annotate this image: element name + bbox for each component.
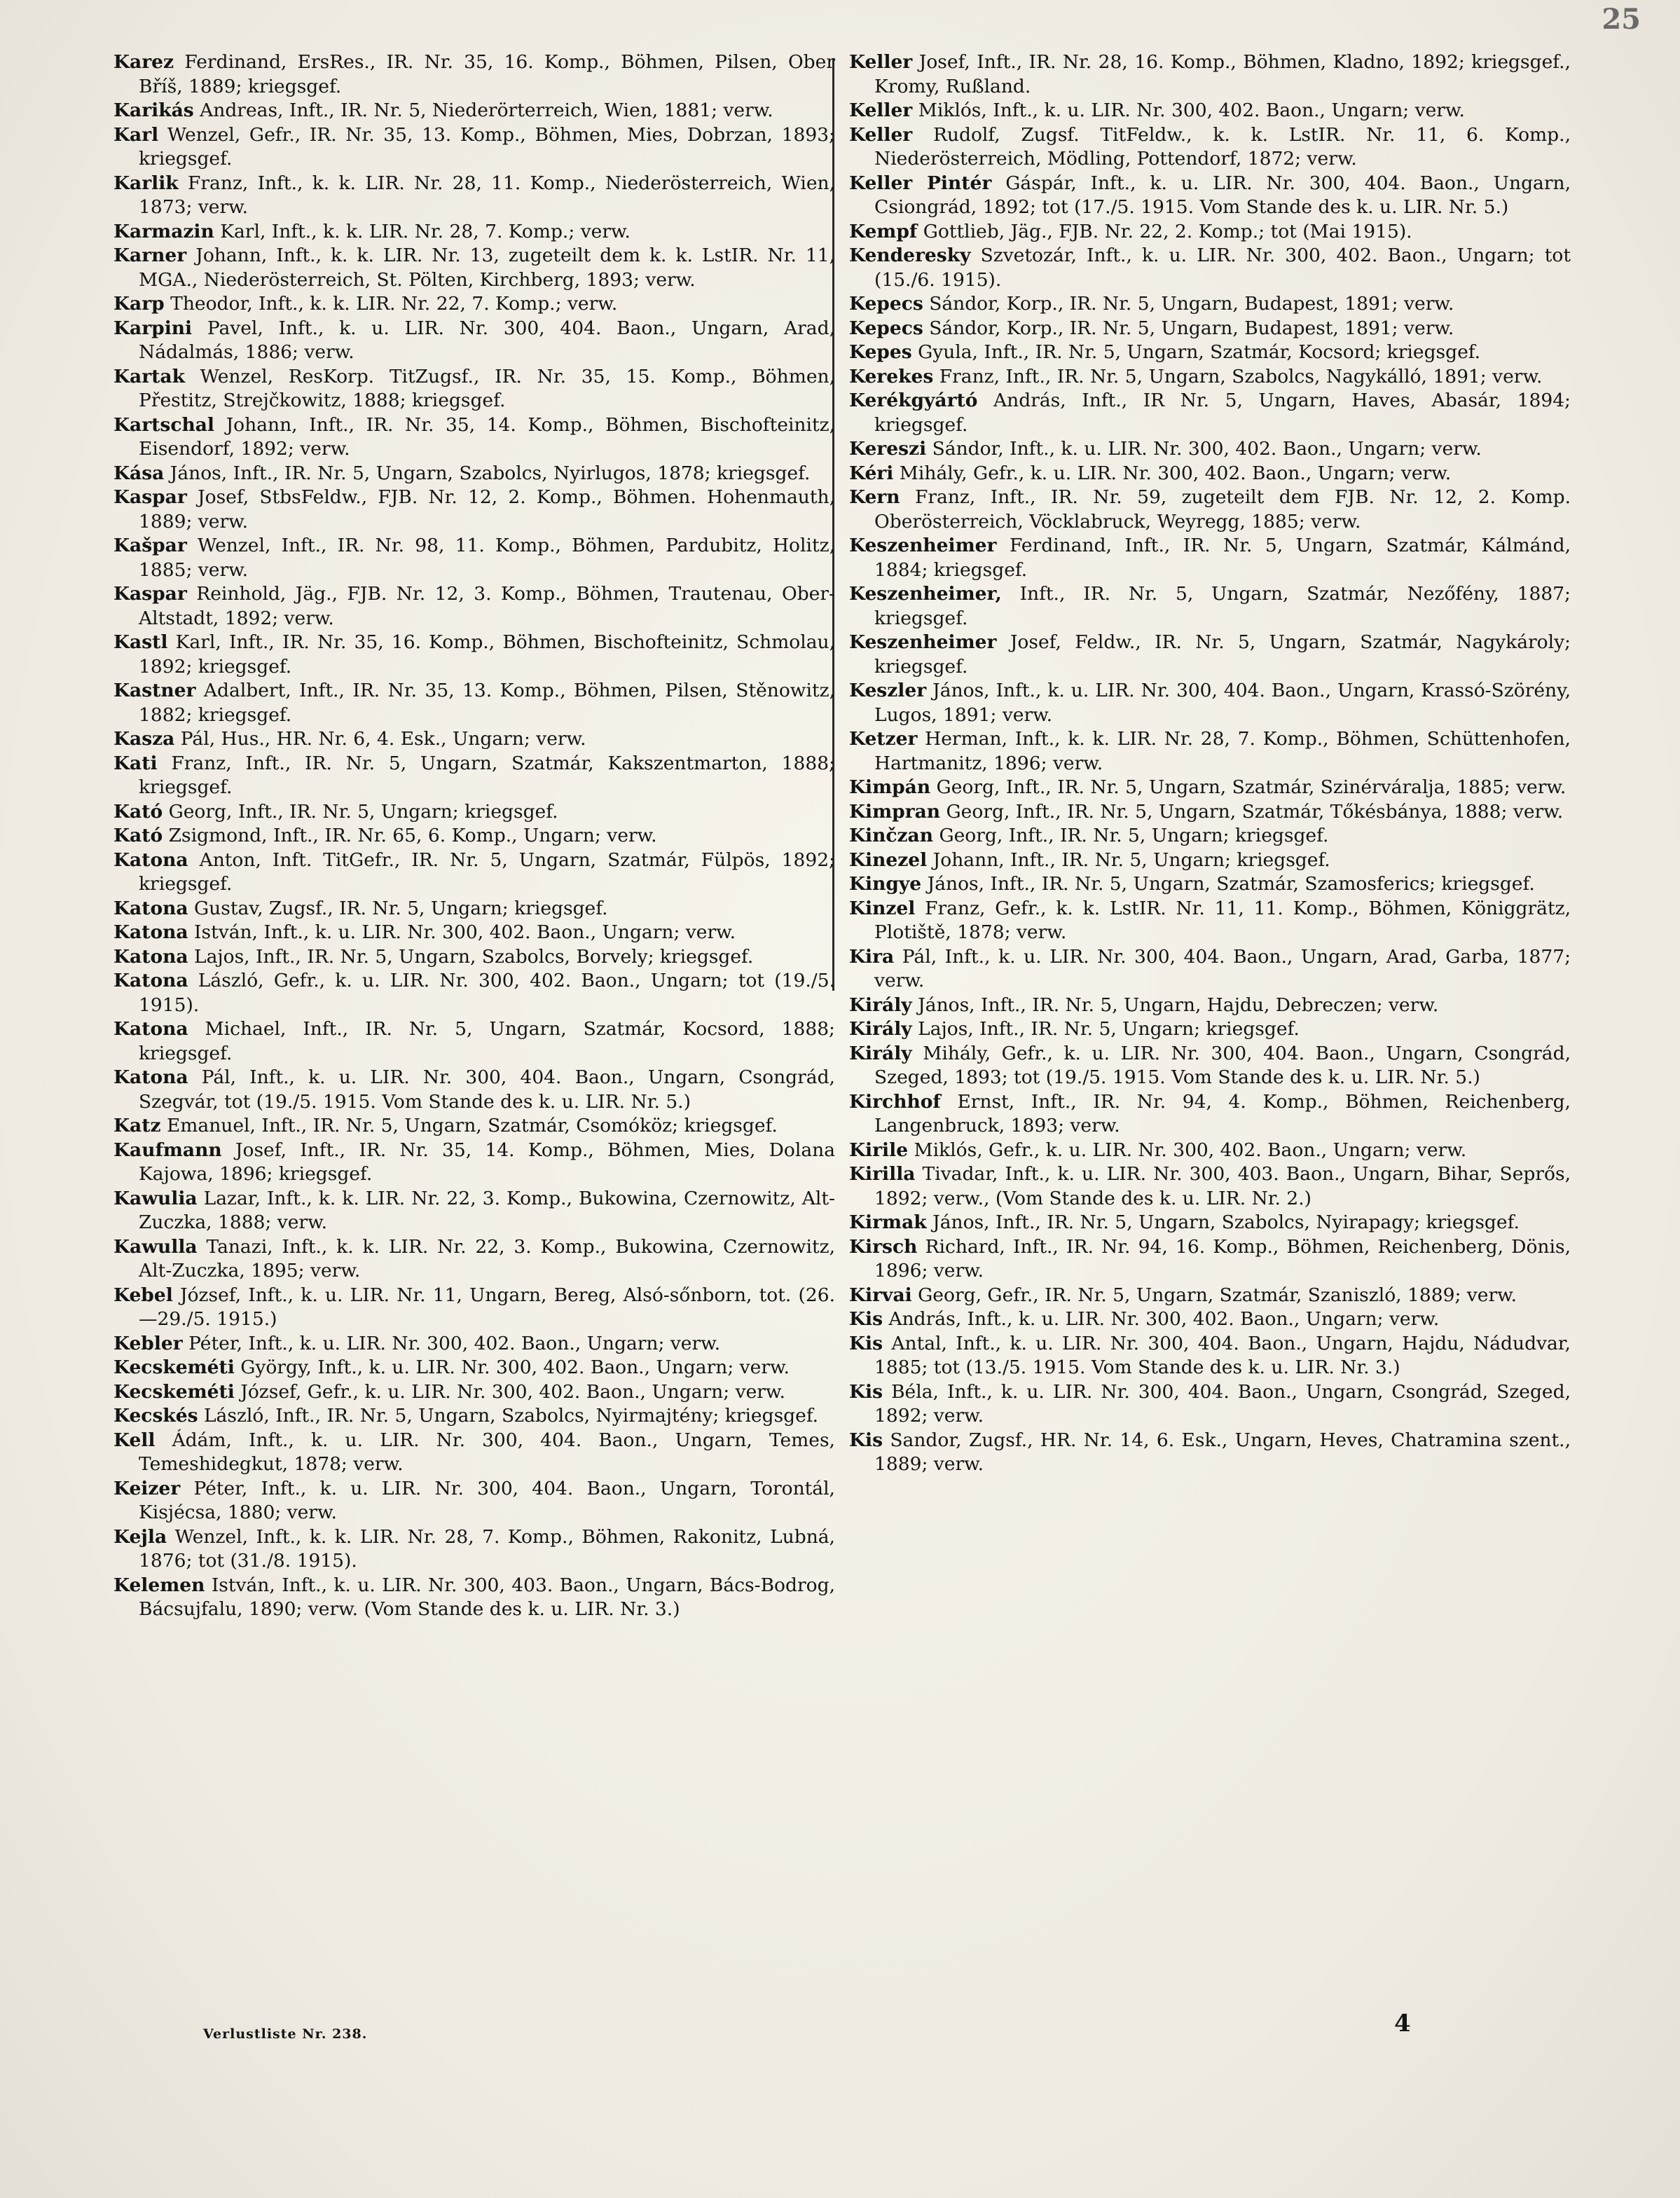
entry-details: Georg, Inft., IR. Nr. 5, Ungarn; kriegsgef. [168, 800, 558, 823]
entry-details: Mihály, Gefr., k. u. LIR. Nr. 300, 404. Baon., Ungarn, Csongrád, Szeged, 1893; tot (19./5. 1915. Vom Stande des k. u. LIR. Nr. 5.) [874, 1042, 1571, 1088]
entry-details: Johann, Inft., k. k. LIR. Nr. 13, zugeteilt dem k. k. LstIR. Nr. 11, MGA., Niederösterreich, St. Pölten, Kirchberg, 1893; verw. [139, 245, 835, 291]
entry-surname: Kebel [113, 1284, 173, 1306]
entry-details: Miklós, Inft., k. u. LIR. Nr. 300, 402. Baon., Ungarn; verw. [918, 99, 1465, 121]
entry-details: Johann, Inft., IR. Nr. 5, Ungarn; kriegsgef. [932, 849, 1330, 871]
casualty-entry [849, 244, 1571, 292]
left-column [113, 50, 835, 1622]
entry-surname: Kecskeméti [113, 1356, 235, 1378]
casualty-entry [113, 1284, 835, 1332]
entry-details: Sándor, Inft., k. u. LIR. Nr. 300, 402. Baon., Ungarn; verw. [932, 438, 1482, 460]
entry-details: Georg, Inft., IR. Nr. 5, Ungarn; kriegsgef. [939, 825, 1329, 846]
entry-details: Franz, Inft., IR. Nr. 5, Ungarn, Szabolcs, Nagykálló, 1891; verw. [939, 365, 1543, 387]
entry-surname: Keszenheimer [849, 631, 997, 653]
casualty-entry [113, 897, 835, 921]
entry-surname: Kaspar [113, 486, 187, 508]
entry-details: Georg, Inft., IR. Nr. 5, Ungarn, Szatmár, Tőkésbánya, 1888; verw. [946, 800, 1564, 823]
entry-surname: Kirchhof [849, 1090, 941, 1113]
entry-details: Josef, Feldw., IR. Nr. 5, Ungarn, Szatmár, Nagykároly; kriegsgef. [874, 631, 1571, 678]
entry-surname: Kepes [849, 341, 912, 363]
entry-details: Wenzel, Gefr., IR. Nr. 35, 13. Komp., Böhmen, Mies, Dobrzan, 1893; kriegsgef. [139, 123, 835, 170]
entry-surname: Keizer [113, 1477, 181, 1499]
entry-surname: Katona [113, 897, 188, 919]
casualty-entry [113, 1114, 835, 1139]
footer-list-number: Verlustliste Nr. 238. [203, 2026, 368, 2042]
casualty-entry [849, 1017, 1571, 1042]
entry-details: Gottlieb, Jäg., FJB. Nr. 22, 2. Komp.; tot (Mai 1915). [923, 220, 1412, 242]
casualty-entry [849, 872, 1571, 897]
casualty-entry [113, 1525, 835, 1574]
casualty-entry [849, 317, 1571, 341]
entry-surname: Karlik [113, 172, 179, 194]
casualty-entry [113, 534, 835, 582]
entry-surname: Karpini [113, 317, 193, 339]
entry-details: Georg, Inft., IR. Nr. 5, Ungarn, Szatmár, Szinérváralja, 1885; verw. [936, 776, 1567, 798]
casualty-entry [849, 849, 1571, 873]
entry-surname: Kirvai [849, 1284, 912, 1306]
casualty-entry [849, 534, 1571, 582]
entry-surname: Keszler [849, 680, 927, 701]
entry-details: Ádám, Inft., k. u. LIR. Nr. 300, 404. Baon., Ungarn, Temes, Temeshidegkut, 1878; verw. [139, 1429, 835, 1475]
casualty-entry [113, 631, 835, 679]
casualty-entry [113, 99, 835, 123]
casualty-entry [849, 462, 1571, 486]
entry-details: Sándor, Korp., IR. Nr. 5, Ungarn, Budapest, 1891; verw. [929, 293, 1454, 315]
entry-surname: Katona [113, 1018, 188, 1040]
entry-surname: Kaspar [113, 583, 187, 605]
entry-details: Michael, Inft., IR. Nr. 5, Ungarn, Szatmár, Kocsord, 1888; kriegsgef. [139, 1018, 835, 1064]
entry-details: Johann, Inft., IR. Nr. 35, 14. Komp., Böhmen, Bischofteinitz, Eisendorf, 1892; verw. [139, 413, 835, 460]
casualty-entry [113, 244, 835, 292]
entry-surname: Karikás [113, 99, 194, 121]
entry-surname: Kasza [113, 728, 175, 750]
entry-surname: Kirsch [849, 1235, 918, 1258]
entry-surname: Kimpran [849, 800, 941, 823]
entry-details: Lajos, Inft., IR. Nr. 5, Ungarn; kriegsgef. [918, 1018, 1300, 1040]
entry-details: Anton, Inft. TitGefr., IR. Nr. 5, Ungarn, Szatmár, Fülpös, 1892; kriegsgef. [139, 849, 835, 895]
entry-surname: Kepecs [849, 317, 923, 339]
entry-surname: Karmazin [113, 220, 214, 242]
entry-surname: Kastl [113, 631, 168, 653]
casualty-entry [113, 1380, 835, 1405]
casualty-entry [113, 945, 835, 970]
casualty-entry [849, 1235, 1571, 1284]
casualty-entry [113, 1017, 835, 1066]
entry-details: Wenzel, Inft., IR. Nr. 98, 11. Komp., Böhmen, Pardubitz, Holitz, 1885; verw. [139, 535, 835, 581]
entry-details: György, Inft., k. u. LIR. Nr. 300, 402. Baon., Ungarn; verw. [240, 1356, 790, 1378]
entry-surname: Kelemen [113, 1574, 205, 1596]
signature-mark: 4 [1394, 2010, 1411, 2038]
casualty-entry [849, 123, 1571, 172]
entry-surname: Kirile [849, 1139, 909, 1161]
entry-details: Emanuel, Inft., IR. Nr. 5, Ungarn, Szatmár, Csomóköz; kriegsgef. [166, 1115, 778, 1136]
entry-details: Sandor, Zugsf., HR. Nr. 14, 6. Esk., Ungarn, Heves, Chatramina szent., 1889; verw. [874, 1429, 1571, 1475]
entry-details: József, Inft., k. u. LIR. Nr. 11, Ungarn, Bereg, Alsó-sőnborn, tot. (26.—29./5. 1915.) [139, 1284, 835, 1330]
entry-surname: Kartak [113, 365, 185, 387]
casualty-entry [849, 679, 1571, 727]
entry-surname: Katona [113, 945, 188, 968]
entry-details: Gáspár, Inft., k. u. LIR. Nr. 300, 404. Baon., Ungarn, Csiongrád, 1892; tot (17./5. 1915. Vom Stande des k. u. LIR. Nr. 5.) [874, 172, 1571, 218]
casualty-entry [849, 1139, 1571, 1163]
entry-surname: Kejla [113, 1525, 167, 1548]
entry-surname: Kereszi [849, 438, 927, 460]
entry-details: Lajos, Inft., IR. Nr. 5, Ungarn, Szabolcs, Borvely; kriegsgef. [194, 945, 754, 968]
entry-surname: Kern [849, 486, 900, 508]
entry-surname: Karp [113, 293, 165, 315]
entry-surname: Kingye [849, 873, 922, 895]
casualty-entry [113, 582, 835, 631]
entry-surname: Kawulia [113, 1187, 198, 1209]
entry-details: Karl, Inft., k. k. LIR. Nr. 28, 7. Komp.; verw. [220, 220, 631, 242]
casualty-entry [849, 99, 1571, 123]
entry-surname: Kastner [113, 680, 196, 701]
entry-details: Gyula, Inft., IR. Nr. 5, Ungarn, Szatmár, Kocsord; kriegsgef. [918, 341, 1481, 363]
entry-details: Pál, Hus., HR. Nr. 6, 4. Esk., Ungarn; verw. [180, 728, 586, 750]
entry-details: Pál, Inft., k. u. LIR. Nr. 300, 404. Baon., Ungarn, Arad, Garba, 1877; verw. [874, 945, 1571, 991]
entry-details: András, Inft., IR Nr. 5, Ungarn, Haves, Abasár, 1894; kriegsgef. [874, 390, 1571, 436]
casualty-entry [113, 50, 835, 99]
entry-surname: Kató [113, 800, 163, 823]
casualty-entry [849, 1162, 1571, 1211]
casualty-entry [113, 800, 835, 825]
casualty-entry [113, 1356, 835, 1380]
casualty-entry [849, 1307, 1571, 1332]
entry-surname: Keller Pintér [849, 172, 992, 194]
casualty-entry [113, 462, 835, 486]
entry-surname: Kerékgyártó [849, 390, 978, 411]
entry-details: Wenzel, ResKorp. TitZugsf., IR. Nr. 35, 15. Komp., Böhmen, Přestitz, Strejčkowitz, 1888; kriegsgef. [139, 365, 835, 411]
entry-details: Franz, Inft., IR. Nr. 59, zugeteilt dem FJB. Nr. 12, 2. Komp. Oberösterreich, Vöcklabruck, Weyregg, 1885; verw. [874, 486, 1571, 533]
entry-details: János, Inft., IR. Nr. 5, Ungarn, Szabolcs, Nyirapagy; kriegsgef. [932, 1211, 1520, 1233]
entry-surname: Kis [849, 1308, 883, 1330]
entry-details: Herman, Inft., k. k. LIR. Nr. 28, 7. Komp., Böhmen, Schüttenhofen, Hartmanitz, 1896; verw. [874, 728, 1571, 774]
casualty-entry [849, 1429, 1571, 1477]
entry-surname: Kinčzan [849, 825, 933, 846]
entry-surname: Kartschal [113, 413, 214, 436]
casualty-entry [113, 1187, 835, 1235]
casualty-entry [849, 341, 1571, 365]
casualty-entry [849, 897, 1571, 945]
entry-surname: Karl [113, 123, 159, 146]
entry-surname: Katz [113, 1115, 161, 1136]
casualty-entry [113, 1066, 835, 1114]
entry-details: Pál, Inft., k. u. LIR. Nr. 300, 404. Baon., Ungarn, Csongrád, Szegvár, tot (19./5. 1915. Vom Stande des k. u. LIR. Nr. 5.) [139, 1066, 835, 1113]
entry-surname: Kaufmann [113, 1139, 222, 1161]
casualty-entry [849, 50, 1571, 99]
casualty-entry [113, 172, 835, 220]
entry-details: János, Inft., IR. Nr. 5, Ungarn, Szabolcs, Nyirlugos, 1878; kriegsgef. [170, 462, 811, 484]
entry-surname: Kerekes [849, 365, 934, 387]
casualty-entry [849, 1211, 1571, 1235]
casualty-entry [113, 292, 835, 317]
entry-surname: Kirmak [849, 1211, 927, 1233]
entry-details: Gustav, Zugsf., IR. Nr. 5, Ungarn; kriegsgef. [194, 897, 608, 919]
casualty-entry [113, 220, 835, 245]
entry-details: Ernst, Inft., IR. Nr. 94, 4. Komp., Böhmen, Reichenberg, Langenbruck, 1893; verw. [874, 1090, 1571, 1136]
casualty-entry [113, 1332, 835, 1356]
entry-details: Béla, Inft., k. u. LIR. Nr. 300, 404. Baon., Ungarn, Csongrád, Szeged, 1892; verw. [874, 1380, 1571, 1427]
entry-surname: Kira [849, 945, 895, 968]
casualty-entry [113, 413, 835, 462]
entry-surname: Kecskés [113, 1405, 198, 1427]
entry-details: János, Inft., k. u. LIR. Nr. 300, 404. Baon., Ungarn, Krassó-Szörény, Lugos, 1891; verw. [874, 680, 1571, 726]
entry-details: László, Inft., IR. Nr. 5, Ungarn, Szabolcs, Nyirmajtény; kriegsgef. [203, 1405, 819, 1427]
entry-details: Zsigmond, Inft., IR. Nr. 65, 6. Komp., Ungarn; verw. [168, 825, 657, 846]
entry-details: Lazar, Inft., k. k. LIR. Nr. 22, 3. Komp., Bukowina, Czernowitz, Alt-Zuczka, 1888; verw. [139, 1187, 835, 1233]
entry-details: András, Inft., k. u. LIR. Nr. 300, 402. Baon., Ungarn; verw. [888, 1308, 1440, 1330]
entry-details: Andreas, Inft., IR. Nr. 5, Niederörterreich, Wien, 1881; verw. [200, 99, 773, 121]
casualty-entry [849, 1380, 1571, 1429]
entry-details: Antal, Inft., k. u. LIR. Nr. 300, 404. Baon., Ungarn, Hajdu, Nádudvar, 1885; tot (13./5. 1915. Vom Stande des k. u. LIR. Nr. 3.) [874, 1332, 1571, 1378]
entry-details: Georg, Gefr., IR. Nr. 5, Ungarn, Szatmár, Szaniszló, 1889; verw. [918, 1284, 1517, 1306]
casualty-entry [849, 486, 1571, 534]
page-number: 25 [1602, 3, 1641, 36]
entry-details: János, Inft., IR. Nr. 5, Ungarn, Szatmár, Szamosferics; kriegsgef. [927, 873, 1535, 895]
casualty-entry [113, 752, 835, 800]
casualty-entry [113, 824, 835, 849]
casualty-entry [113, 679, 835, 727]
casualty-entry [113, 365, 835, 413]
entry-surname: Karner [113, 245, 187, 266]
casualty-entry [849, 292, 1571, 317]
casualty-entry [113, 1235, 835, 1284]
right-column [849, 50, 1571, 1477]
casualty-entry [849, 727, 1571, 776]
entry-details: Péter, Inft., k. u. LIR. Nr. 300, 402. Baon., Ungarn; verw. [188, 1332, 721, 1354]
entry-surname: Kinzel [849, 897, 916, 919]
entry-details: János, Inft., IR. Nr. 5, Ungarn, Hajdu, Debreczen; verw. [918, 994, 1439, 1016]
entry-surname: Katona [113, 849, 188, 871]
entry-surname: Kéri [849, 462, 894, 484]
entry-surname: Ketzer [849, 728, 918, 750]
entry-details: Péter, Inft., k. u. LIR. Nr. 300, 404. Baon., Ungarn, Torontál, Kisjécsa, 1880; verw. [139, 1477, 835, 1523]
entry-surname: Katona [113, 970, 188, 991]
entry-surname: Kell [113, 1429, 156, 1451]
entry-surname: Kinezel [849, 849, 928, 871]
entry-surname: Kis [849, 1429, 883, 1451]
entry-surname: Katona [113, 1066, 188, 1088]
casualty-entry [113, 921, 835, 945]
entry-details: Tivadar, Inft., k. u. LIR. Nr. 300, 403. Baon., Ungarn, Bihar, Seprős, 1892; verw., (Vom Stande des k. u. LIR. Nr. 2.) [874, 1163, 1571, 1209]
entry-surname: Kawulla [113, 1235, 198, 1258]
entry-details: István, Inft., k. u. LIR. Nr. 300, 403. Baon., Ungarn, Bács-Bodrog, Bácsujfalu, 1890; verw. (Vom Stande des k. u. LIR. Nr. 3.) [139, 1574, 835, 1620]
entry-details: Karl, Inft., IR. Nr. 35, 16. Komp., Böhmen, Bischofteinitz, Schmolau, 1892; kriegsgef. [139, 631, 835, 678]
entry-details: Franz, Gefr., k. k. LstIR. Nr. 11, 11. Komp., Böhmen, Königgrätz, Plotiště, 1878; verw. [874, 897, 1571, 943]
entry-surname: Kati [113, 752, 158, 774]
entry-details: Josef, StbsFeldw., FJB. Nr. 12, 2. Komp., Böhmen. Hohenmauth, 1889; verw. [139, 486, 835, 533]
casualty-entry [849, 1090, 1571, 1139]
casualty-entry [849, 172, 1571, 220]
casualty-entry [849, 1332, 1571, 1380]
entry-surname: Karez [113, 51, 174, 73]
entry-details: Josef, Inft., IR. Nr. 35, 14. Komp., Böhmen, Mies, Dolana Kajowa, 1896; kriegsgef. [139, 1139, 835, 1185]
casualty-entry [849, 220, 1571, 245]
entry-surname: Kašpar [113, 535, 187, 556]
entry-details: Pavel, Inft., k. u. LIR. Nr. 300, 404. Baon., Ungarn, Arad, Nádalmás, 1886; verw. [139, 317, 835, 363]
entry-surname: Király [849, 1042, 912, 1064]
entry-surname: Keller [849, 123, 913, 146]
entry-details: Josef, Inft., IR. Nr. 28, 16. Komp., Böhmen, Kladno, 1892; kriegsgef., Kromy, Rußland. [874, 51, 1571, 97]
casualty-entry [849, 437, 1571, 462]
entry-details: Sándor, Korp., IR. Nr. 5, Ungarn, Budapest, 1891; verw. [929, 317, 1454, 339]
entry-details: Franz, Inft., k. k. LIR. Nr. 28, 11. Komp., Niederösterreich, Wien, 1873; verw. [139, 172, 835, 218]
entry-surname: Keller [849, 51, 913, 73]
casualty-entry [849, 800, 1571, 825]
casualty-entry [113, 849, 835, 897]
entry-surname: Keszenheimer [849, 535, 997, 556]
entry-surname: Kis [849, 1332, 883, 1354]
entry-surname: Kirilla [849, 1163, 916, 1185]
casualty-entry [113, 317, 835, 365]
entry-details: Reinhold, Jäg., FJB. Nr. 12, 3. Komp., Böhmen, Trautenau, Ober-Altstadt, 1892; verw. [139, 583, 835, 629]
entry-surname: Katona [113, 921, 188, 943]
entry-surname: Kecskeméti [113, 1380, 235, 1403]
entry-details: László, Gefr., k. u. LIR. Nr. 300, 402. Baon., Ungarn; tot (19./5. 1915). [139, 970, 835, 1016]
casualty-entry [849, 631, 1571, 679]
casualty-entry [113, 123, 835, 172]
entry-surname: Kis [849, 1380, 883, 1403]
entry-surname: Kimpán [849, 776, 931, 798]
entry-details: Ferdinand, Inft., IR. Nr. 5, Ungarn, Szatmár, Kálmánd, 1884; kriegsgef. [874, 535, 1571, 581]
casualty-entry [849, 1042, 1571, 1090]
entry-details: Mihály, Gefr., k. u. LIR. Nr. 300, 402. Baon., Ungarn; verw. [899, 462, 1452, 484]
entry-surname: Kempf [849, 220, 918, 242]
entry-surname: Kása [113, 462, 165, 484]
entry-surname: Király [849, 1018, 912, 1040]
casualty-entry [113, 1404, 835, 1429]
casualty-entry [849, 945, 1571, 994]
casualty-entry [113, 727, 835, 752]
entry-surname: Király [849, 994, 912, 1016]
entry-details: Inft., IR. Nr. 5, Ungarn, Szatmár, Nezőfény, 1887; kriegsgef. [874, 583, 1571, 629]
casualty-entry [113, 486, 835, 534]
casualty-entry [849, 776, 1571, 800]
casualty-entry [113, 1429, 835, 1477]
entry-details: Miklós, Gefr., k. u. LIR. Nr. 300, 402. Baon., Ungarn; verw. [914, 1139, 1467, 1161]
casualty-entry [849, 824, 1571, 849]
entry-surname: Kebler [113, 1332, 183, 1354]
entry-surname: Kató [113, 825, 163, 846]
entry-details: Szvetozár, Inft., k. u. LIR. Nr. 300, 402. Baon., Ungarn; tot (15./6. 1915). [874, 245, 1571, 291]
entry-details: Rudolf, Zugsf. TitFeldw., k. k. LstIR. Nr. 11, 6. Komp., Niederösterreich, Mödling, Pottendorf, 1872; verw. [874, 123, 1571, 170]
entry-details: Tanazi, Inft., k. k. LIR. Nr. 22, 3. Komp., Bukowina, Czernowitz, Alt-Zuczka, 1895; verw. [139, 1235, 835, 1282]
entry-details: Adalbert, Inft., IR. Nr. 35, 13. Komp., Böhmen, Pilsen, Stěnowitz, 1882; kriegsgef. [139, 680, 835, 726]
entry-surname: Keszenheimer, [849, 583, 1002, 605]
entry-details: István, Inft., k. u. LIR. Nr. 300, 402. Baon., Ungarn; verw. [194, 921, 736, 943]
casualty-entry [849, 1284, 1571, 1308]
casualty-entry [849, 994, 1571, 1018]
casualty-entry [849, 389, 1571, 437]
casualty-entry [849, 582, 1571, 631]
entry-details: Richard, Inft., IR. Nr. 94, 16. Komp., Böhmen, Reichenberg, Dönis, 1896; verw. [874, 1235, 1571, 1282]
entry-surname: Kepecs [849, 293, 923, 315]
casualty-entry [113, 1139, 835, 1187]
casualty-entry [113, 969, 835, 1017]
casualty-entry [849, 365, 1571, 390]
casualty-entry [113, 1477, 835, 1525]
entry-surname: Kenderesky [849, 245, 971, 266]
casualty-entry [113, 1574, 835, 1622]
entry-details: Wenzel, Inft., k. k. LIR. Nr. 28, 7. Komp., Böhmen, Rakonitz, Lubná, 1876; tot (31./8. 1915). [139, 1525, 835, 1572]
entry-details: Franz, Inft., IR. Nr. 5, Ungarn, Szatmár, Kakszentmarton, 1888; kriegsgef. [139, 752, 835, 798]
entry-details: Theodor, Inft., k. k. LIR. Nr. 22, 7. Komp.; verw. [170, 293, 618, 315]
entry-details: Ferdinand, ErsRes., IR. Nr. 35, 16. Komp., Böhmen, Pilsen, Ober Bříš, 1889; kriegsgef. [139, 51, 835, 97]
entry-surname: Keller [849, 99, 913, 121]
entry-details: József, Gefr., k. u. LIR. Nr. 300, 402. Baon., Ungarn; verw. [240, 1380, 785, 1403]
